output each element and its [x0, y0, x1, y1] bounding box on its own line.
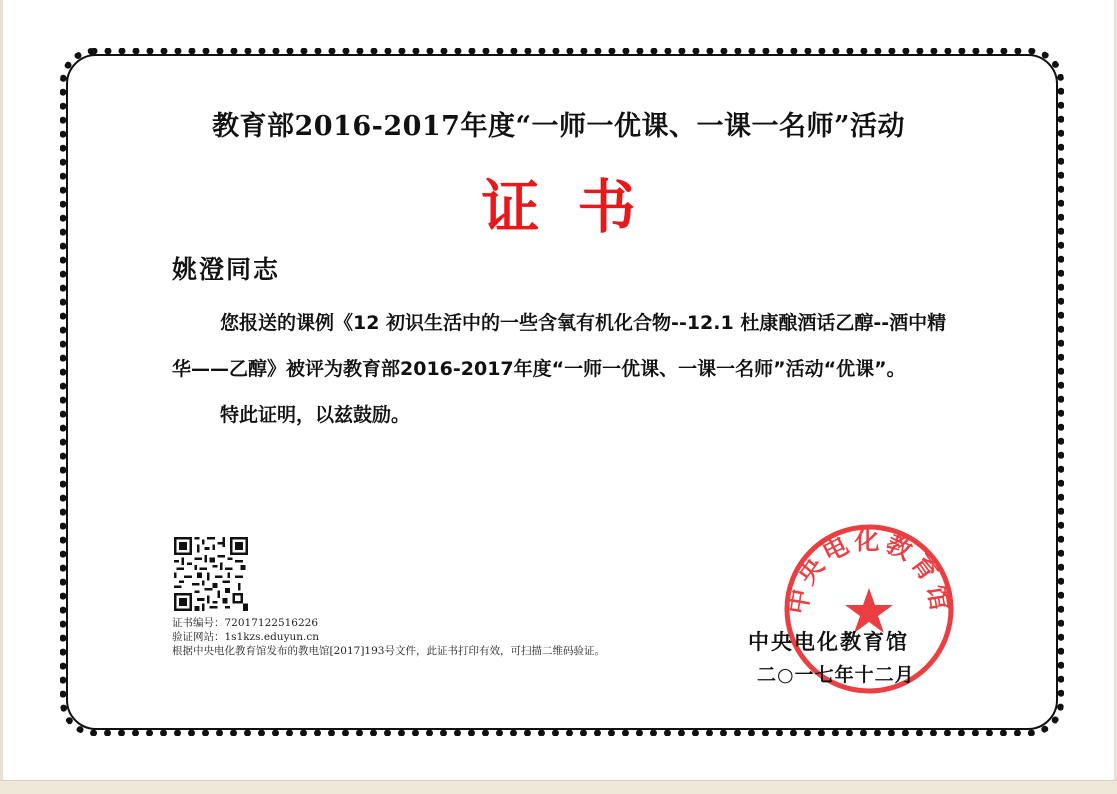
body-paragraph-closing: 特此证明，以兹鼓励。 — [220, 404, 411, 426]
recipient-name: 姚澄同志 — [172, 255, 281, 284]
page-bottom-band — [0, 780, 1117, 794]
issuer-name: 中央电化教育馆 — [748, 630, 909, 654]
verification-note: 根据中央电化教育馆发布的教电馆[2017]193号文件，此证书打印有效，可扫描二维码验证。 — [172, 645, 605, 657]
certificate-number: 证书编号：72017122516226 — [172, 617, 319, 629]
qr-code-icon[interactable] — [174, 537, 248, 611]
certificate-body — [172, 300, 962, 438]
verification-website[interactable]: 验证网站：1s1kzs.eduyun.cn — [172, 631, 320, 643]
certificate-heading: 教育部2016-2017年度“一师一优课、一课一名师”活动 — [211, 111, 906, 142]
verification-info — [172, 616, 605, 658]
issue-date: 二○一七年十二月 — [757, 664, 915, 686]
svg-text:中央电化教育馆: 中央电化教育馆 — [782, 525, 956, 617]
certificate-title: 证书 — [481, 173, 674, 241]
body-paragraph-award: 您报送的课例《12 初识生活中的一些含氧有机化合物--12.1 杜康酿酒话乙醇--酒中精华——乙醇》被评为教育部2016-2017年度“一师一优课、一课一名师”活动“优课”。 — [172, 312, 947, 380]
